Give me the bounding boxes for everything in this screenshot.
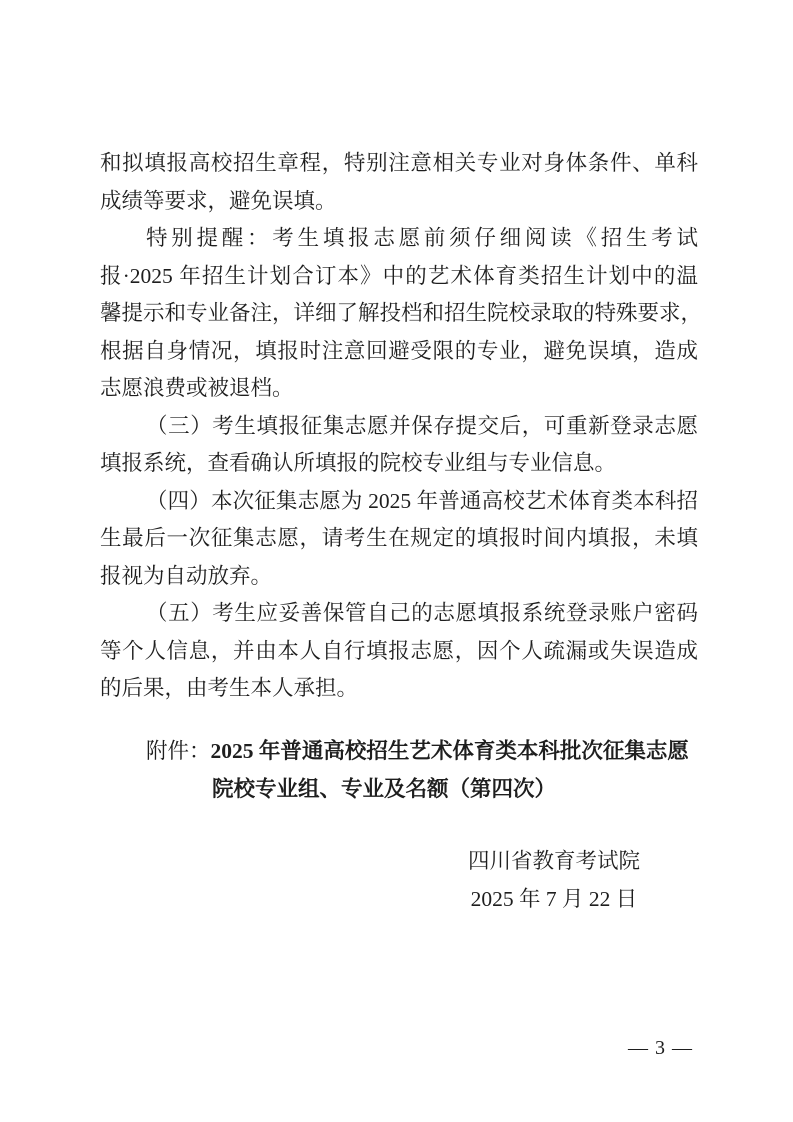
body-line: 填报系统，查看确认所填报的院校专业组与专业信息。 <box>100 451 617 475</box>
body-text <box>100 145 703 708</box>
body-line: 成绩等要求，避免误填。 <box>100 188 337 213</box>
signature-block <box>468 842 640 918</box>
body-line: 馨提示和专业备注，详细了解投档和招生院校录取的特殊要求， <box>100 301 703 325</box>
body-line: 根据自身情况，填报时注意回避受限的专业，避免误填，造成 <box>100 338 698 363</box>
attachment-title-line-2: 院校专业组、专业及名额（第四次） <box>212 777 557 801</box>
signature-org: 四川省教育考试院 <box>468 849 641 873</box>
attachment-line-1 <box>100 732 740 770</box>
body-line: （三）考生填报征集志愿并保存提交后，可重新登录志愿 <box>146 413 698 438</box>
body-line: 报视为自动放弃。 <box>100 563 273 588</box>
body-line: 特别提醒：考生填报志愿前须仔细阅读《招生考试 <box>146 226 698 250</box>
body-line: 等个人信息，并由本人自行填报志愿，因个人疏漏或失误造成 <box>100 638 698 663</box>
attachment-label: 附件： <box>146 739 211 763</box>
body-line: （五）考生应妥善保管自己的志愿填报系统登录账户密码 <box>146 601 698 625</box>
signature-date: 2025 年 7 月 22 日 <box>470 887 638 911</box>
body-line: （四）本次征集志愿为 2025 年普通高校艺术体育类本科招 <box>146 488 698 513</box>
body-line: 报·2025 年招生计划合订本》中的艺术体育类招生计划中的温 <box>100 263 698 288</box>
attachment-block <box>100 732 740 808</box>
attachment-title-line-1: 2025 年普通高校招生艺术体育类本科批次征集志愿 <box>210 739 689 763</box>
body-line: 的后果，由考生本人承担。 <box>100 676 359 700</box>
body-line: 志愿浪费或被退档。 <box>100 376 294 400</box>
body-line: 生最后一次征集志愿，请考生在规定的填报时间内填报，未填 <box>100 526 698 550</box>
page-number: — 3 — <box>628 1037 693 1059</box>
body-line: 和拟填报高校招生章程，特别注意相关专业对身体条件、单科 <box>100 151 698 175</box>
